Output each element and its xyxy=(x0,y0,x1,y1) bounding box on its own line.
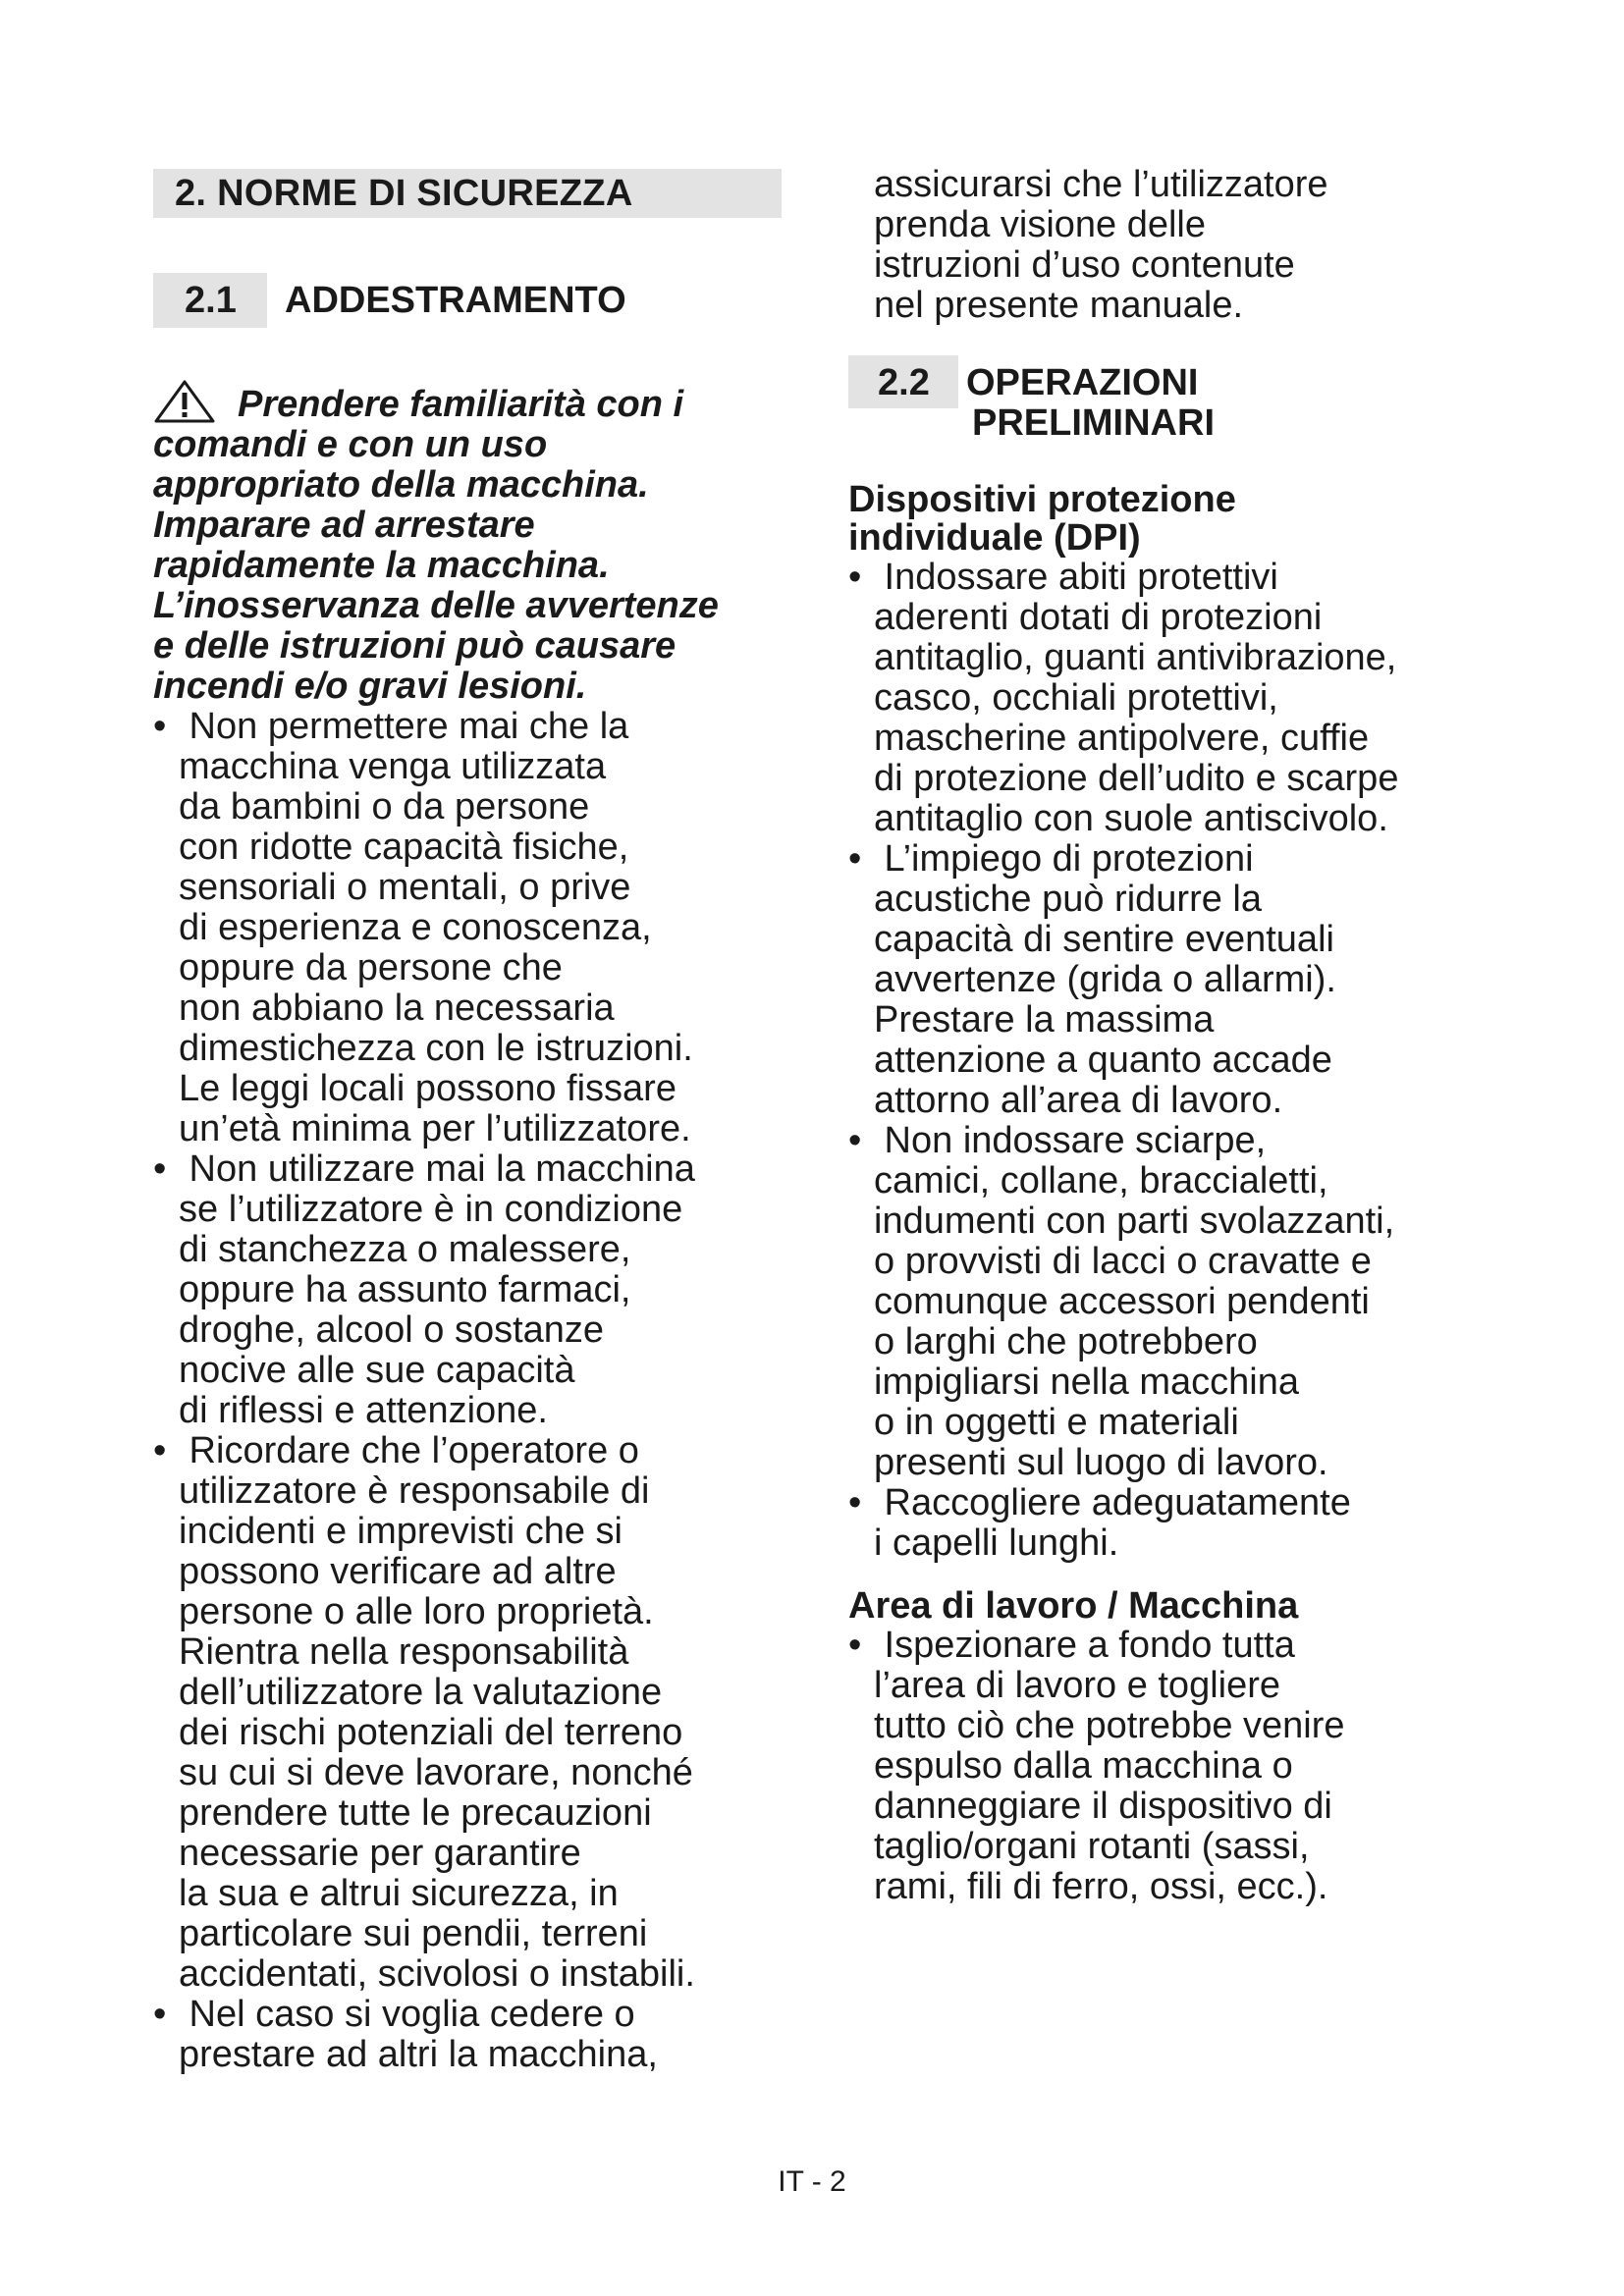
list-item-line: casco, occhiali protettivi, xyxy=(874,677,1278,719)
list-item-line: di stanchezza o malessere, xyxy=(179,1229,631,1270)
list-item-line: antitaglio, guanti antivibrazione, xyxy=(874,637,1397,678)
bullet-dot: • xyxy=(153,706,167,747)
list-item-line: possono verificare ad altre xyxy=(179,1551,617,1592)
list-item-line: con ridotte capacità fisiche, xyxy=(179,827,629,868)
list-item-line: oppure da persone che xyxy=(179,947,563,988)
list-item-line: acustiche può ridurre la xyxy=(874,879,1262,920)
left-bullet-list xyxy=(153,707,782,2075)
list-item-line: capacità di sentire eventuali xyxy=(874,919,1334,960)
list-item-line: Prestare la massima xyxy=(874,999,1215,1041)
list-item-line: Non utilizzare mai la macchina xyxy=(179,1148,695,1190)
list-item-line: su cui si deve lavorare, nonché xyxy=(179,1752,693,1793)
list-item-line: i capelli lunghi. xyxy=(874,1522,1119,1564)
list-item-line: macchina venga utilizzata xyxy=(179,746,607,787)
list-item-line: dimestichezza con le istruzioni. xyxy=(179,1028,693,1069)
bullet-dot: • xyxy=(848,1625,862,1666)
section-heading xyxy=(153,169,782,218)
work-area-bullet-list xyxy=(848,1626,1496,1907)
list-item xyxy=(848,839,1496,1121)
list-item-line: di riflessi e attenzione. xyxy=(179,1390,548,1431)
list-item-line: tutto ciò che potrebbe venire xyxy=(874,1705,1345,1746)
list-item-line: di protezione dell’udito e scarpe xyxy=(874,758,1399,799)
list-item-line: aderenti dotati di protezioni xyxy=(874,597,1323,638)
list-item-line: camici, collane, braccialetti, xyxy=(874,1160,1328,1201)
list-item-line: comunque accessori pendenti xyxy=(874,1281,1370,1322)
list-item-line: sensoriali o mentali, o prive xyxy=(179,867,631,908)
warning-paragraph xyxy=(153,379,742,707)
subsection-title-line2: PRELIMINARI xyxy=(972,402,1215,444)
bullet-dot: • xyxy=(153,1430,167,1471)
list-item-line: o in oggetti e materiali xyxy=(874,1402,1239,1443)
subsection-heading-2-1 xyxy=(153,273,782,328)
section-title: NORME DI SICUREZZA xyxy=(217,173,633,214)
subsection-title: ADDESTRAMENTO xyxy=(285,280,626,321)
list-item-line: oppure ha assunto farmaci, xyxy=(179,1269,631,1310)
list-item-line: Indossare abiti protettivi xyxy=(874,557,1278,598)
warning-triangle-icon xyxy=(153,379,216,424)
bullet-dot: • xyxy=(848,1120,862,1161)
list-item-line: Rientra nella responsabilità xyxy=(179,1631,629,1673)
list-item-line: Non indossare sciarpe, xyxy=(874,1120,1267,1161)
paragraph-line: istruzioni d’uso contenute xyxy=(874,244,1295,286)
list-item xyxy=(848,1626,1496,1907)
paragraph-line: assicurarsi che l’utilizzatore xyxy=(874,164,1328,205)
bullet-dot: • xyxy=(153,1148,167,1190)
list-item-line: non abbiano la necessaria xyxy=(179,988,615,1029)
list-item xyxy=(848,1121,1496,1483)
list-item-line: attorno all’area di lavoro. xyxy=(874,1080,1283,1121)
list-item-line: mascherine antipolvere, cuffie xyxy=(874,718,1370,759)
list-item-line: dei rischi potenziali del terreno xyxy=(179,1712,683,1753)
list-item-line: Nel caso si voglia cedere o xyxy=(179,1994,635,2035)
list-item-line: accidentati, scivolosi o instabili. xyxy=(179,1953,695,1995)
list-item-line: avvertenze (grida o allarmi). xyxy=(874,959,1336,1000)
subsection-title-line1: OPERAZIONI xyxy=(966,362,1199,403)
paragraph-line: prenda visione delle xyxy=(874,204,1207,245)
list-item-line: prestare ad altri la macchina, xyxy=(179,2034,658,2075)
list-item-line: presenti sul luogo di lavoro. xyxy=(874,1442,1328,1483)
list-item-line: o larghi che potrebbero xyxy=(874,1321,1258,1362)
continued-paragraph xyxy=(848,165,1496,326)
subsection-number: 2.1 xyxy=(153,273,267,328)
list-item-line: antitaglio con suole antiscivolo. xyxy=(874,798,1388,839)
list-item-line: droghe, alcool o sostanze xyxy=(179,1309,605,1351)
list-item-line: la sua e altrui sicurezza, in xyxy=(179,1873,619,1914)
list-item-line: nocive alle sue capacità xyxy=(179,1350,575,1391)
list-item-line: particolare sui pendii, terreni xyxy=(179,1913,648,1954)
list-item-line: danneggiare il dispositivo di xyxy=(874,1786,1332,1827)
bullet-dot: • xyxy=(848,1482,862,1523)
dpi-bullet-list xyxy=(848,558,1496,1564)
warning-text: Prendere familiarità con i comandi e con un uso appropriato della macchina. Imparare ad arrestare rapidamente la macchina. L’inosservanza delle avvertenze e delle istruzioni può causare incendi e/o gravi lesioni. xyxy=(153,384,719,707)
list-item-line: incidenti e imprevisti che si xyxy=(179,1511,623,1552)
bullet-dot: • xyxy=(848,557,862,598)
subsection-number: 2.2 xyxy=(848,355,958,408)
dpi-heading-line2: individuale (DPI) xyxy=(848,517,1141,559)
list-item-line: attenzione a quanto accade xyxy=(874,1040,1332,1081)
list-item-line: impigliarsi nella macchina xyxy=(874,1362,1299,1403)
list-item-line: taglio/organi rotanti (sassi, xyxy=(874,1826,1310,1867)
list-item-line: rami, fili di ferro, ossi, ecc.). xyxy=(874,1866,1328,1907)
list-item-line: Le leggi locali possono fissare xyxy=(179,1068,677,1109)
list-item-line: utilizzatore è responsabile di xyxy=(179,1470,650,1512)
subsection-title xyxy=(958,355,1215,444)
list-item xyxy=(153,707,782,1149)
list-item-line: prendere tutte le precauzioni xyxy=(179,1792,652,1834)
list-item-line: un’età minima per l’utilizzatore. xyxy=(179,1108,691,1149)
list-item xyxy=(153,1149,782,1431)
list-item-line: Ricordare che l’operatore o xyxy=(179,1430,639,1471)
list-item-line: persone o alle loro proprietà. xyxy=(179,1591,654,1632)
list-item xyxy=(848,1483,1496,1564)
list-item-line: Raccogliere adeguatamente xyxy=(874,1482,1351,1523)
list-item xyxy=(153,1995,782,2075)
subsection-heading-2-2 xyxy=(848,355,1496,444)
list-item-line: Ispezionare a fondo tutta xyxy=(874,1625,1295,1666)
list-item-line: dell’utilizzatore la valutazione xyxy=(179,1672,663,1713)
section-number: 2. xyxy=(175,173,207,214)
right-column xyxy=(848,165,1496,1907)
list-item-line: espulso dalla macchina o xyxy=(874,1745,1293,1787)
left-column xyxy=(153,169,782,2075)
list-item xyxy=(848,558,1496,839)
paragraph-line: nel presente manuale. xyxy=(874,285,1244,326)
dpi-heading-line1: Dispositivi protezione xyxy=(848,479,1236,520)
page-number: IT - 2 xyxy=(778,2165,846,2198)
bullet-dot: • xyxy=(153,1994,167,2035)
list-item-line: o provvisti di lacci o cravatte e xyxy=(874,1241,1372,1282)
list-item-line: da bambini o da persone xyxy=(179,786,590,828)
work-area-heading: Area di lavoro / Macchina xyxy=(848,1585,1299,1627)
list-item-line: indumenti con parti svolazzanti, xyxy=(874,1201,1395,1242)
dpi-heading xyxy=(848,481,1496,558)
list-item-line: di esperienza e conoscenza, xyxy=(179,907,652,948)
list-item-line: se l’utilizzatore è in condizione xyxy=(179,1189,683,1230)
bullet-dot: • xyxy=(848,838,862,880)
list-item-line: Non permettere mai che la xyxy=(179,706,629,747)
list-item-line: necessarie per garantire xyxy=(179,1833,581,1874)
list-item-line: l’area di lavoro e togliere xyxy=(874,1665,1281,1706)
list-item xyxy=(153,1431,782,1995)
list-item-line: L’impiego di protezioni xyxy=(874,838,1254,880)
